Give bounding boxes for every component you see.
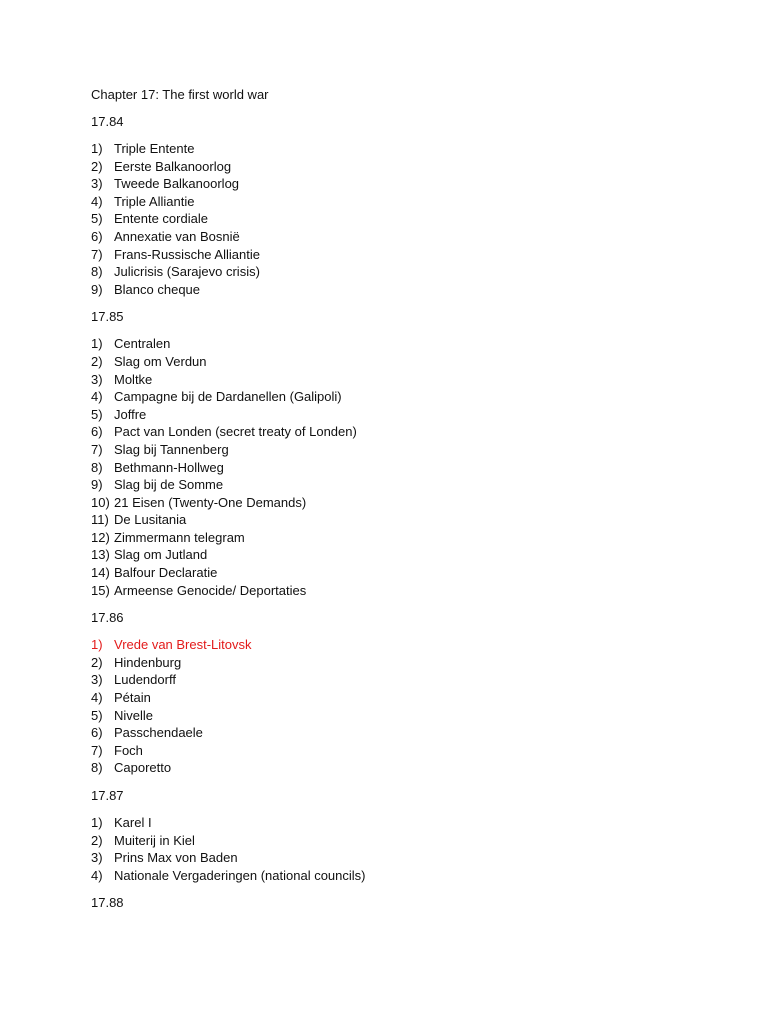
list-item-text: Triple Entente — [114, 141, 195, 156]
list-item — [91, 529, 731, 547]
list-item-number: 3) — [91, 371, 103, 387]
list-item-number: 1) — [91, 637, 103, 653]
list-item-text: Eerste Balkanoorlog — [114, 158, 232, 174]
list-item-text: Slag om Verdun — [114, 353, 207, 369]
list-item-text: Slag bij de Somme — [114, 477, 224, 493]
list-item — [91, 546, 731, 564]
list-item-number: 1) — [91, 336, 103, 352]
list-item-number: 6) — [91, 228, 103, 244]
list-item — [91, 353, 731, 371]
list-item — [91, 582, 731, 600]
list-item-number: 2) — [91, 832, 103, 848]
section-heading: 17.85 — [91, 309, 124, 325]
list-item-text: Blanco cheque — [114, 281, 201, 297]
numbered-list — [91, 335, 731, 599]
list-item — [91, 689, 731, 707]
list-item-number: 5) — [91, 211, 103, 227]
list-item-text: Pact van Londen (secret treaty of Londen) — [114, 424, 357, 440]
list-item-text: Bethmann-Hollweg — [114, 459, 224, 475]
list-item-number: 14) — [91, 565, 110, 581]
list-item-number: 3) — [91, 850, 103, 866]
list-item-text: Slag bij Tannenberg — [114, 441, 229, 457]
list-item — [91, 564, 731, 582]
list-item — [91, 158, 731, 176]
list-item — [91, 636, 731, 654]
list-item-number: 9) — [91, 477, 103, 493]
list-item — [91, 494, 731, 512]
list-item-number: 4) — [91, 690, 103, 706]
list-item-number: 1) — [91, 141, 103, 156]
list-item-text: Foch — [114, 742, 143, 758]
list-item-number: 4) — [91, 389, 103, 405]
list-item — [91, 406, 731, 424]
list-item-text: Slag om Jutland — [114, 547, 208, 563]
list-item-number: 5) — [91, 406, 103, 422]
list-item — [91, 228, 731, 246]
list-item-text: Julicrisis (Sarajevo crisis) — [114, 264, 260, 280]
list-item — [91, 671, 731, 689]
numbered-list — [91, 140, 731, 298]
section-heading: 17.86 — [91, 610, 124, 626]
list-item-text: Balfour Declaratie — [114, 565, 218, 581]
list-item-text: Nivelle — [114, 707, 154, 723]
list-item-text: Ludendorff — [114, 672, 176, 688]
list-item-text: Caporetto — [114, 760, 172, 776]
list-item — [91, 476, 731, 494]
list-item-text: Centralen — [114, 336, 171, 352]
list-item-text: Tweede Balkanoorlog — [114, 176, 240, 192]
document-page — [91, 86, 731, 921]
list-item — [91, 263, 731, 281]
list-item — [91, 654, 731, 672]
section-heading: 17.88 — [91, 895, 124, 911]
numbered-list — [91, 636, 731, 777]
list-item-number: 8) — [91, 459, 103, 475]
list-item-number: 9) — [91, 281, 103, 297]
list-item-number: 2) — [91, 654, 103, 670]
list-item-text: Hindenburg — [114, 654, 182, 670]
list-item — [91, 210, 731, 228]
list-item — [91, 371, 731, 389]
list-item-number: 2) — [91, 353, 103, 369]
list-item-text: Frans-Russische Alliantie — [114, 246, 260, 262]
list-item-text: Triple Alliantie — [114, 193, 195, 209]
list-item-text: Prins Max von Baden — [114, 850, 238, 866]
list-item — [91, 335, 731, 353]
list-item-number: 4) — [91, 193, 103, 209]
list-item — [91, 388, 731, 406]
list-item-number: 2) — [91, 158, 103, 174]
list-item-number: 15) — [91, 582, 110, 598]
list-item-number: 10) — [91, 494, 110, 510]
list-item — [91, 814, 731, 832]
list-item-number: 3) — [91, 672, 103, 688]
list-item-number: 5) — [91, 707, 103, 723]
list-item-number: 1) — [91, 815, 103, 830]
list-item-text: Karel I — [114, 815, 152, 830]
list-item-number: 3) — [91, 176, 103, 192]
list-item-text: Joffre — [114, 406, 147, 422]
list-item — [91, 724, 731, 742]
list-item-text: Pétain — [114, 690, 151, 706]
list-item-number: 8) — [91, 264, 103, 280]
sections-container — [91, 113, 731, 911]
list-item — [91, 423, 731, 441]
list-item-text: 21 Eisen (Twenty-One Demands) — [114, 494, 307, 510]
list-item — [91, 742, 731, 760]
numbered-list — [91, 814, 731, 884]
list-item-number: 12) — [91, 529, 110, 545]
list-item-number: 6) — [91, 424, 103, 440]
list-item-number: 13) — [91, 547, 110, 563]
list-item — [91, 441, 731, 459]
list-item-text: Entente cordiale — [114, 211, 208, 227]
list-item-text: Vrede van Brest-Litovsk — [114, 637, 252, 653]
list-item-number: 7) — [91, 742, 103, 758]
list-item — [91, 193, 731, 211]
list-item-number: 7) — [91, 441, 103, 457]
list-item — [91, 849, 731, 867]
list-item-text: Moltke — [114, 371, 153, 387]
list-item — [91, 459, 731, 477]
list-item — [91, 246, 731, 264]
list-item-number: 4) — [91, 867, 103, 883]
list-item-text: Nationale Vergaderingen (national councils) — [114, 867, 366, 883]
list-item-number: 8) — [91, 760, 103, 776]
list-item-text: Muiterij in Kiel — [114, 832, 195, 848]
list-item — [91, 832, 731, 850]
list-item-number: 7) — [91, 246, 103, 262]
list-item-text: De Lusitania — [114, 512, 187, 528]
list-item-text: Armeense Genocide/ Deportaties — [114, 582, 307, 598]
list-item-text: Campagne bij de Dardanellen (Galipoli) — [114, 389, 342, 405]
section-heading: 17.87 — [91, 788, 124, 803]
list-item-text: Annexatie van Bosnië — [114, 228, 240, 244]
list-item — [91, 759, 731, 777]
list-item — [91, 707, 731, 725]
document-title: Chapter 17: The first world war — [91, 87, 269, 102]
list-item — [91, 175, 731, 193]
list-item-number: 6) — [91, 725, 103, 741]
list-item — [91, 140, 731, 158]
list-item — [91, 867, 731, 885]
list-item-text: Passchendaele — [114, 725, 203, 741]
section-heading: 17.84 — [91, 114, 124, 129]
list-item — [91, 511, 731, 529]
list-item — [91, 281, 731, 299]
list-item-text: Zimmermann telegram — [114, 529, 245, 545]
list-item-number: 11) — [91, 512, 109, 528]
